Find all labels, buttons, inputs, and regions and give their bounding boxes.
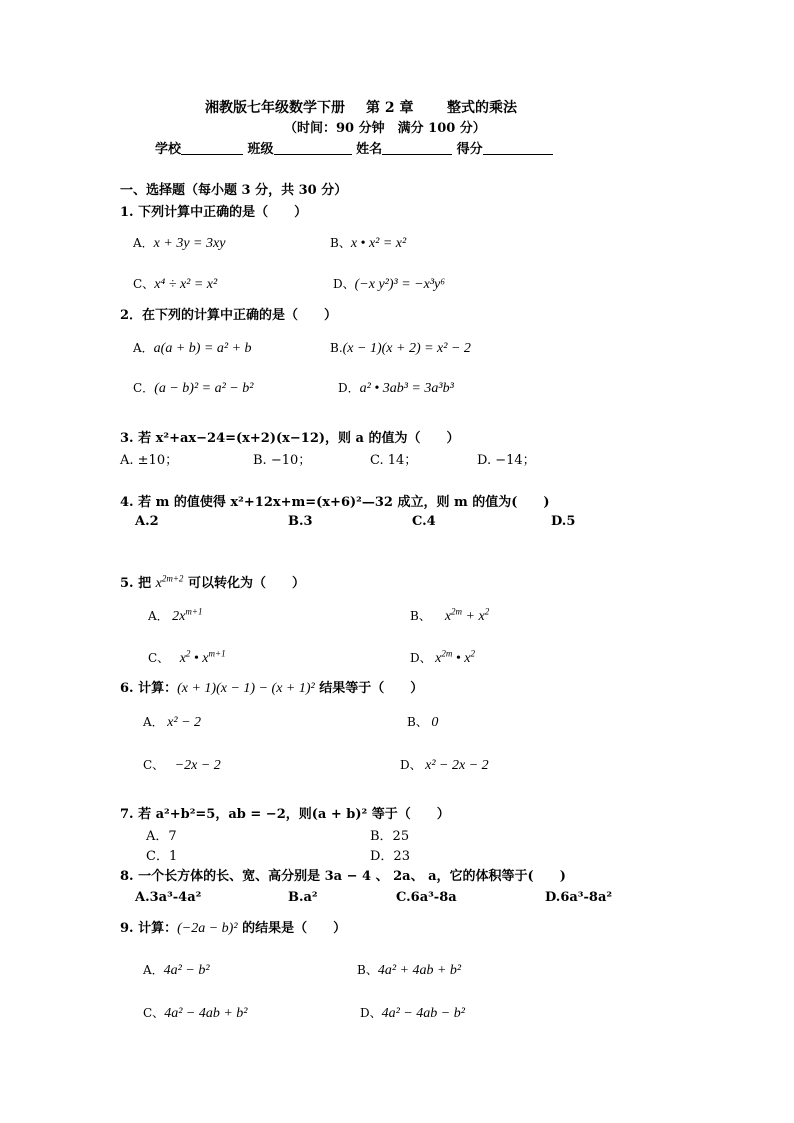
q5-option-c[interactable]: C、 $x^2$ • $x^{m+1}$	[148, 648, 226, 666]
q2-option-d[interactable]: D．a² • 3ab³ = 3a³b³	[338, 381, 454, 396]
q7-option-c[interactable]: C．1	[146, 849, 178, 864]
q5-option-a[interactable]: A． $2x^{m+1}$	[148, 606, 203, 624]
class-blank[interactable]	[274, 142, 352, 155]
q9-option-b[interactable]: B、4a² + 4ab + b²	[357, 963, 462, 978]
q8-option-a[interactable]: A.3a³-4a²	[135, 890, 202, 905]
chapter-topic: 整式的乘法	[447, 100, 517, 116]
q3-option-c[interactable]: C. 14；	[370, 453, 418, 468]
q9-stem-expr: (−2a − b)²	[177, 921, 238, 936]
q8-option-b[interactable]: B.a²	[288, 890, 318, 905]
q4-option-b[interactable]: B.3	[288, 514, 313, 529]
q1-option-d[interactable]: D、(−x y²)³ = −x³y⁶	[333, 277, 446, 292]
info-line	[155, 142, 553, 158]
q8-option-c[interactable]: C.6a³-8a	[396, 890, 457, 905]
exam-title: 湘教版七年级数学下册	[205, 100, 345, 116]
q6-stem-expr: (x + 1)(x − 1) − (x + 1)²	[177, 681, 315, 696]
q9-option-c[interactable]: C、4a² − 4ab + b²	[143, 1006, 248, 1021]
q6-stem: 6. 计算：(x + 1)(x − 1) − (x + 1)² 结果等于（ ）	[120, 681, 424, 696]
q9-stem: 9. 计算：(−2a − b)² 的结果是（ ）	[120, 921, 347, 936]
exam-subtitle: （时间：90 分钟 满分 100 分）	[284, 121, 486, 136]
q6-option-d[interactable]: D、 x² − 2x − 2	[400, 758, 489, 773]
q5-option-b[interactable]: B、 $x^{2m} + x^2$	[410, 606, 490, 624]
q9-option-d[interactable]: D、4a² − 4ab − b²	[360, 1006, 465, 1021]
q4-option-d[interactable]: D.5	[551, 514, 576, 529]
q7-option-d[interactable]: D．23	[370, 849, 410, 864]
q2-option-b[interactable]: B.(x − 1)(x + 2) = x² − 2	[330, 341, 471, 356]
q3-stem: 3. 若 x²+ax−24=(x+2)(x−12)，则 a 的值为（ ）	[120, 431, 460, 446]
score-blank[interactable]	[483, 142, 553, 155]
q8-option-d[interactable]: D.6a³-8a²	[545, 890, 613, 905]
name-blank[interactable]	[382, 142, 452, 155]
q9-option-a[interactable]: A．4a² − b²	[143, 963, 210, 978]
q4-option-a[interactable]: A.2	[135, 514, 159, 529]
q5-stem: 5. 把 $x^{2m+2}$ 可以转化为（ ）	[120, 573, 305, 591]
class-label: 班级	[247, 142, 274, 157]
q6-option-c[interactable]: C、 −2x − 2	[143, 758, 221, 773]
q3-option-d[interactable]: D. −14；	[477, 453, 536, 468]
score-label: 得分	[456, 142, 483, 157]
q1-option-c[interactable]: C、x⁴ ÷ x² = x²	[133, 277, 218, 292]
q5-option-d[interactable]: D、 $x^{2m}$ • $x^2$	[410, 648, 475, 666]
q2-option-c[interactable]: C．(a − b)² = a² − b²	[133, 381, 254, 396]
section-heading: 一、选择题（每小题 3 分，共 30 分）	[120, 183, 348, 198]
q7-option-a[interactable]: A．7	[146, 829, 177, 844]
q7-option-b[interactable]: B．25	[370, 829, 410, 844]
q1-option-b[interactable]: B、x • x² = x²	[330, 236, 407, 251]
name-label: 姓名	[356, 142, 383, 157]
q3-option-b[interactable]: B. −10；	[253, 453, 312, 468]
q6-option-a[interactable]: A． x² − 2	[143, 715, 202, 730]
chapter-number: 第 2 章	[366, 100, 414, 116]
q4-option-c[interactable]: C.4	[412, 514, 436, 529]
q7-stem: 7. 若 a²+b²=5，ab = −2，则(a + b)² 等于（ ）	[120, 807, 450, 822]
q1-option-a[interactable]: A．x + 3y = 3xy	[133, 236, 226, 251]
q5-stem-expr: $x^{2m+2}$	[155, 573, 184, 591]
q8-stem: 8. 一个长方体的长、宽、高分别是 3a − 4 、 2a、 a，它的体积等于( )	[120, 869, 566, 884]
q2-stem: 2．在下列的计算中正确的是（ ）	[120, 308, 338, 323]
q2-option-a[interactable]: A．a(a + b) = a² + b	[133, 341, 252, 356]
q3-option-a[interactable]: A. ±10；	[120, 453, 179, 468]
q1-stem: 1. 下列计算中正确的是（ ）	[120, 205, 308, 220]
school-label: 学校	[155, 142, 182, 157]
q4-stem: 4. 若 m 的值使得 x²+12x+m=(x+6)²—32 成立，则 m 的值为( )	[120, 495, 550, 510]
school-blank[interactable]	[181, 142, 243, 155]
q6-option-b[interactable]: B、 0	[407, 715, 439, 730]
